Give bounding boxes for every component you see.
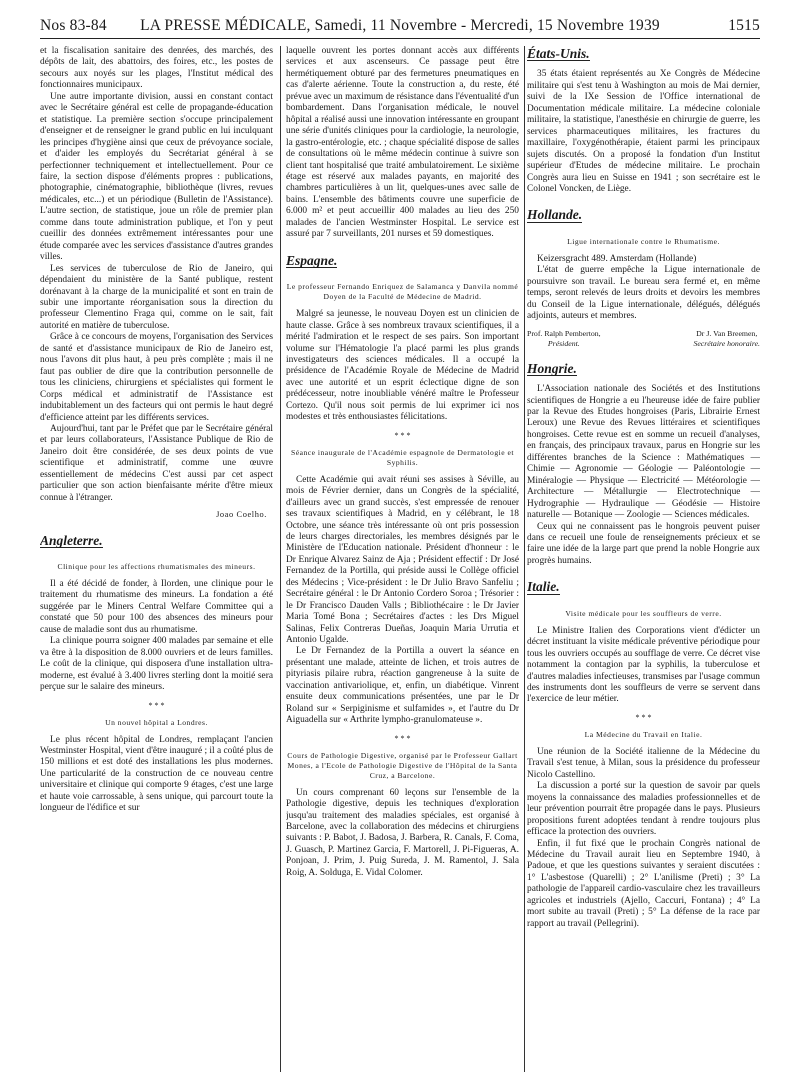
paragraph: Un cours comprenant 60 leçons sur l'ensemble de la Pathologie digestive, depuis les techniques d'exploration jusqu'au traitement des maladies spéciales, est organisé à Barcelone, avec la collaboration des médecins et chirurgiens suivants : P. Babot, J. Badosa, J. Barbera, R. Canals, F. Coma, J. Guasch, P. Martinez Garcia, F. Martorell, J. Pi-Figueras, A. Ponjoan, J. Prim, J. Puig Sureda, J. M. Ramentol, J. Sala Roig, A. Solduga, E. Vidal Colomer. (286, 787, 519, 878)
paragraph: La clinique pourra soigner 400 malades par semaine et elle va être à la disposition de 8.000 ouvriers et de leurs familles. Le coût de la clinique, qui disposera d'une installation ultra-moderne, est évalué à 3.400 livres sterling dont la moitié sera perçue sur le salaire des mineurs. (40, 636, 273, 693)
issue-number: Nos 83-84 (40, 17, 107, 34)
paragraph: 35 états étaient représentés au Xe Congrès de Médecine militaire qui s'est tenu à Washington au mois de Mai dernier, suivi de la IXe Session de l'Office international de Documentation médicale militaire. La médecine coloniale militaire, la statistique, l'anesthésie en chirurgie de guerre, les services pharmaceutiques militaires, les fractures du maxillaire, l'oxygénothérapie, étaient parmi les principaux sujets discutés. On a proposé la fondation d'un Institut supérieur d'Etudes de médecine militaire. Le prochain Congrès aura lieu en Suisse en 1941 ; son secrétaire est le Colonel Voncken, de Liège. (527, 69, 760, 194)
paragraph: Le Dr Fernandez de la Portilla a ouvert la séance en présentant une malade, atteinte de lichen, et trois autres de pityriasis pilaire rubra, réaction gangreneuse à la suite de vaccination antivariolique, et, enfin, un diabétique. Vinrent ensuite deux communications présentées, une par le Dr Roland sur « Serpiginisme et sulfamides », et l'autre du Dr Aiguadella sur « Arthrite lympho-granulomateuse ». (286, 646, 519, 726)
column-1 (40, 46, 273, 1072)
section-heading: Visite médicale pour les souffleurs de verre. (565, 608, 722, 618)
author-signature: Joao Coelho. (216, 510, 267, 520)
header-rule (40, 38, 760, 39)
paragraph: Grâce à ce concours de moyens, l'organisation des Services de santé et d'assistance municipaux de Rio de Janeiro est, nous l'avons dit plus haut, à peu près complète ; mais il ne faut pas oublier de dire que la contribution personnelle de tous les cliniciens, chirurgiens et spécialistes qui forment le Corps médical et administratif de l'Assistance est indubitablement un des facteurs qui ont permis le haut degré d'efficience atteint par les différents services. (40, 332, 273, 423)
country-heading-etats-unis: États-Unis. (527, 46, 590, 61)
column-3 (527, 46, 760, 1072)
country-heading-hongrie: Hongrie. (527, 360, 577, 376)
column-divider (524, 46, 525, 1072)
journal-title: LA PRESSE MÉDICALE, Samedi, 11 Novembre - Mercredi, 15 Novembre 1939 (140, 17, 660, 34)
signatory-name: Prof. Ralph Pemberton, (527, 328, 601, 338)
country-heading-hollande: Hollande. (527, 207, 583, 223)
paragraph: L'Association nationale des Sociétés et des Institutions scientifiques de Hongrie a eu l'heureuse idée de faire publier par la Revue des Etudes hongroises (Paris, Librairie Ernest Leroux) une Revue des Revues littéraires et scientifiques hongroises. Cette revue est en somme un recueil d'analyses, en français, des principaux travaux, parus en Hongrie sur les différentes branches de la Science : Mathématiques — Chimie — Agronomie — Géologie — Paléontologie — Minéralogie — Physique — Electricité — Météorologie — Architecture — Métallurgie — Electrotechnique — Hydrographie — Hydraulique — Géodésie — Histoire naturelle — Botanique — Zoologie — Sciences médicales. (527, 384, 760, 521)
section-heading: Un nouvel hôpital a Londres. (105, 717, 208, 727)
section-heading: Clinique pour les affections rhumatismales des mineurs. (57, 562, 256, 572)
paragraph: L'état de guerre empêche la Ligue internationale de poursuivre son travail. Le bureau sera fermé et, en même temps, seront relevés de leurs droits et devoirs les membres du Conseil de la Ligue internationale, délégués, délégués adjoints, auteurs et membres. (527, 265, 760, 322)
section-heading: Ligue internationale contre le Rhumatisme. (567, 236, 720, 246)
address-line: Keizersgracht 489. Amsterdam (Hollande) (537, 253, 697, 264)
country-heading-espagne: Espagne. (286, 252, 338, 268)
signature-right (693, 329, 760, 349)
signatory-role: Président. (547, 338, 580, 348)
signatory-role: Secrétaire honoraire. (693, 338, 760, 348)
section-separator: * * * (394, 733, 411, 743)
paragraph: Les services de tuberculose de Rio de Janeiro, qui dépendaient du ministère de la Santé publique, restent dorénavant à la charge de la municipalité et sont en train de subir une importante réorganisation sous la direction du professeur Clementino Fraga qui, comme on le sait, fait autorité en matière de tuberculose. (40, 263, 273, 331)
signature-block (527, 329, 760, 349)
section-heading: La Médecine du Travail en Italie. (584, 729, 703, 739)
paragraph: La discussion a porté sur la question de savoir par quels moyens la connaissance des maladies professionnelles et de leur prévention pourrait être propagée dans le pays. Plusieurs propositions furent adoptées tendant à rendre toujours plus efficace la protection des ouvriers. (527, 781, 760, 838)
section-heading: Séance inaugurale de l'Académie espagnole de Dermatologie et Syphilis. (290, 447, 515, 467)
article-columns (40, 46, 760, 1072)
section-separator: * * * (394, 430, 411, 440)
section-heading: Cours de Pathologie Digestive, organisé par le Professeur Gallart Mones, a l'Ecole de Pathologie Digestive de l'Hôpital de la Santa Cruz, a Barcelone. (287, 750, 518, 780)
paragraph: et la fiscalisation sanitaire des denrées, des marchés, des dépôts de lait, des abattoirs, des foires, etc., les postes de secours aux noyés sur les plages, l'Institut médical des fonctionnaires municipaux. (40, 46, 273, 91)
paragraph: Le plus récent hôpital de Londres, remplaçant l'ancien Westminster Hospital, vient d'être inauguré ; il a coûté plus de 150 millions et est doté des installations les plus modernes. Une particularité de la construction de ce nouveau centre universitaire et clinique qui comporte 9 étages, c'est une large et haute voie carrossable, à sens unique, qui parcourt toute la longueur de l'édifice et sur (40, 734, 273, 814)
paragraph: Aujourd'hui, tant par le Préfet que par le Secrétaire général et par leurs collaborateurs, l'Assistance Publique de Rio de Janeiro doit être considérée, de ses deux points de vue scientifique et administratif, comme une œuvre essentiellement de médecins C'est aussi par cet aspect particulier que son action bienfaisante mérite d'être mieux connue à l'étranger. (40, 423, 273, 503)
signature-left (527, 329, 601, 349)
paragraph: Ceux qui ne connaissent pas le hongrois peuvent puiser dans ce recueil une foule de renseignements précieux et se faire une idée de la large part que prend la noble Hongrie aux progrès humains. (527, 521, 760, 566)
country-heading-italie: Italie. (527, 579, 560, 595)
column-2 (286, 46, 519, 1072)
paragraph: Cette Académie qui avait réuni ses assises à Séville, au mois de Février dernier, dans un Congrès de la spécialité, d'ailleurs avec un grand succès, s'est empressée de renouer ses travaux scientifiques à Madrid, en y célébrant, le 18 Octobre, une séance très intéressante où ont pris possession de leurs charges directoriales, les membres désignés par le Ministère de l'Education nationale. Président d'honneur : le Dr Enrique Alvarez Sainz de Aja ; Président effectif : Dr José Fernandez de la Portilla, qui préside aussi le Collège officiel des Médecins ; Vice-président : le Dr Julio Bravo Sanfeliu ; Secrétaire général : le Dr Antonio Cordero Soroa ; Trésorier : le Dr Francisco Dauden Valls ; Bibliothécaire : le Dr Javier Maria Tomé Bona ; Secrétaires d'actes : les Drs Miguel Salinas, Felix Contreras Dueñas, Joaquin Maria Urrutia et Antonio Ugalde. (286, 474, 519, 646)
paragraph: Une autre importante division, aussi en constant contact avec le Secrétaire général est celle de propagande-éducation et statistique. La première section s'occupe principalement d'enseigner et de renseigner le grand public en lui inculquant les principes d'hygiène ainsi que ceux de prévoyance sociale, et d'aider les employés du Secrétariat général à se perfectionner techniquement et intellectuellement. Pour ce faire, la section dispose d'éléments propres : publications, photographie, cinématographie, bibliothèque (livres, revues médicales, etc...) et un périodique (Bulletin de l'Assistance). L'autre section, de statistique, joue un rôle de premier plan comme dans toute administration publique, et l'on y peut cueillir des données extrêmement intéressantes pour une étude comparée avec les services d'assistance d'autres grandes villes. (40, 91, 273, 263)
country-heading-angleterre: Angleterre. (40, 532, 103, 548)
paragraph: Une réunion de la Société italienne de la Médecine du Travail s'est tenue, à Milan, sous la présidence du professeur Nicolo Castellino. (527, 746, 760, 780)
page-number: 1515 (728, 17, 760, 34)
paragraph: laquelle ouvrent les portes donnant accès aux différents services et aux ascenseurs. Ce passage peut être hermétiquement obturé par des fermetures pneumatiques en cas d'alerte aérienne. Toute la construction a, du reste, été prévue avec un maximum de résistance dans l'éventualité d'un bombardement. Dans l'organisation médicale, le nouvel hôpital a réalisé aussi une innovation intéressante en groupant une série d'unités cliniques pour la cardiologie, la neurologie, la gastro-entérologie, etc. ; chaque spécialité dispose de salles de consultations où le même médecin continue à suivre son client tant hospitalisé que traité ambulatoirement. Le sixième étage est réservé aux malades payants, en majorité des chambres particulières à un lit, quelques-unes avec salle de bains. L'ensemble des bâtiments couvre une superficie de 6.000 m² et peut accueillir 400 malades au lieu des 250 malades de l'ancien Westminster Hospital. Le service est assuré par 7 surveillants, 201 nurses et 59 domestiques. (286, 46, 519, 240)
column-divider (280, 46, 281, 1072)
paragraph: Il a été décidé de fonder, à Ilorden, une clinique pour le traitement du rhumatisme des mineurs. La fondation a été suggérée par le Miners Central Welfare Committee qui a constaté que 50 pour 100 des absences des mineurs pour cause de maladie sont dus au rhumatisme. (40, 579, 273, 635)
section-separator: * * * (148, 700, 165, 710)
page-header (40, 14, 760, 36)
paragraph: Enfin, il fut fixé que le prochain Congrès national de Médecine du Travail aurait lieu en Septembre 1940, à Padoue, et que les questions suivantes y seraient discutées : 1° L'asbestose (Quarelli) ; 2° L'anilisme (Preti) ; 3° La pathologie de l'appareil cardio-vasculaire chez les travailleurs agricoles et industriels (Ajello, Caccuri, Fontana) ; 4° La mort subite au travail (Preti) ; 5° La défense de la race par rapport au travail (Pellegrini). (527, 838, 760, 929)
section-separator: * * * (635, 712, 652, 722)
paragraph: Le Ministre Italien des Corporations vient d'édicter un décret instituant la visite médicale préventive périodique pour tous les ouvriers occupés au soufflage de verre. Ce décret vise notamment la contagion par la syphilis, la tuberculose et d'autres maladies infectieuses, transmises par l'usage commun des instruments dont les souffleurs de verre se servent dans l'exercice de leur métier. (527, 625, 760, 705)
paragraph: Malgré sa jeunesse, le nouveau Doyen est un clinicien de haute classe. Grâce à ses nombreux travaux scientifiques, il a mérité l'admiration et le respect de ses pairs. Son important volume sur l'Hématologie l'a placé parmi les plus grands investigateurs des sciences médicales. Il a occupé la présidence de l'Académie Royale de Médecine de Madrid avec une autorité et un esprit éclectique digne de son prédécesseur, notre inoubliable vénéré maître le Professeur Cortezo. Qu'il nous soit permis de lui exprimer ici nos modestes et très enthousiastes félicitations. (286, 309, 519, 423)
section-heading: Le professeur Fernando Enriquez de Salamanca y Danvila nommé Doyen de la Faculté de Médecine de Madrid. (286, 282, 519, 302)
signatory-name: Dr J. Van Breemen, (696, 328, 758, 338)
